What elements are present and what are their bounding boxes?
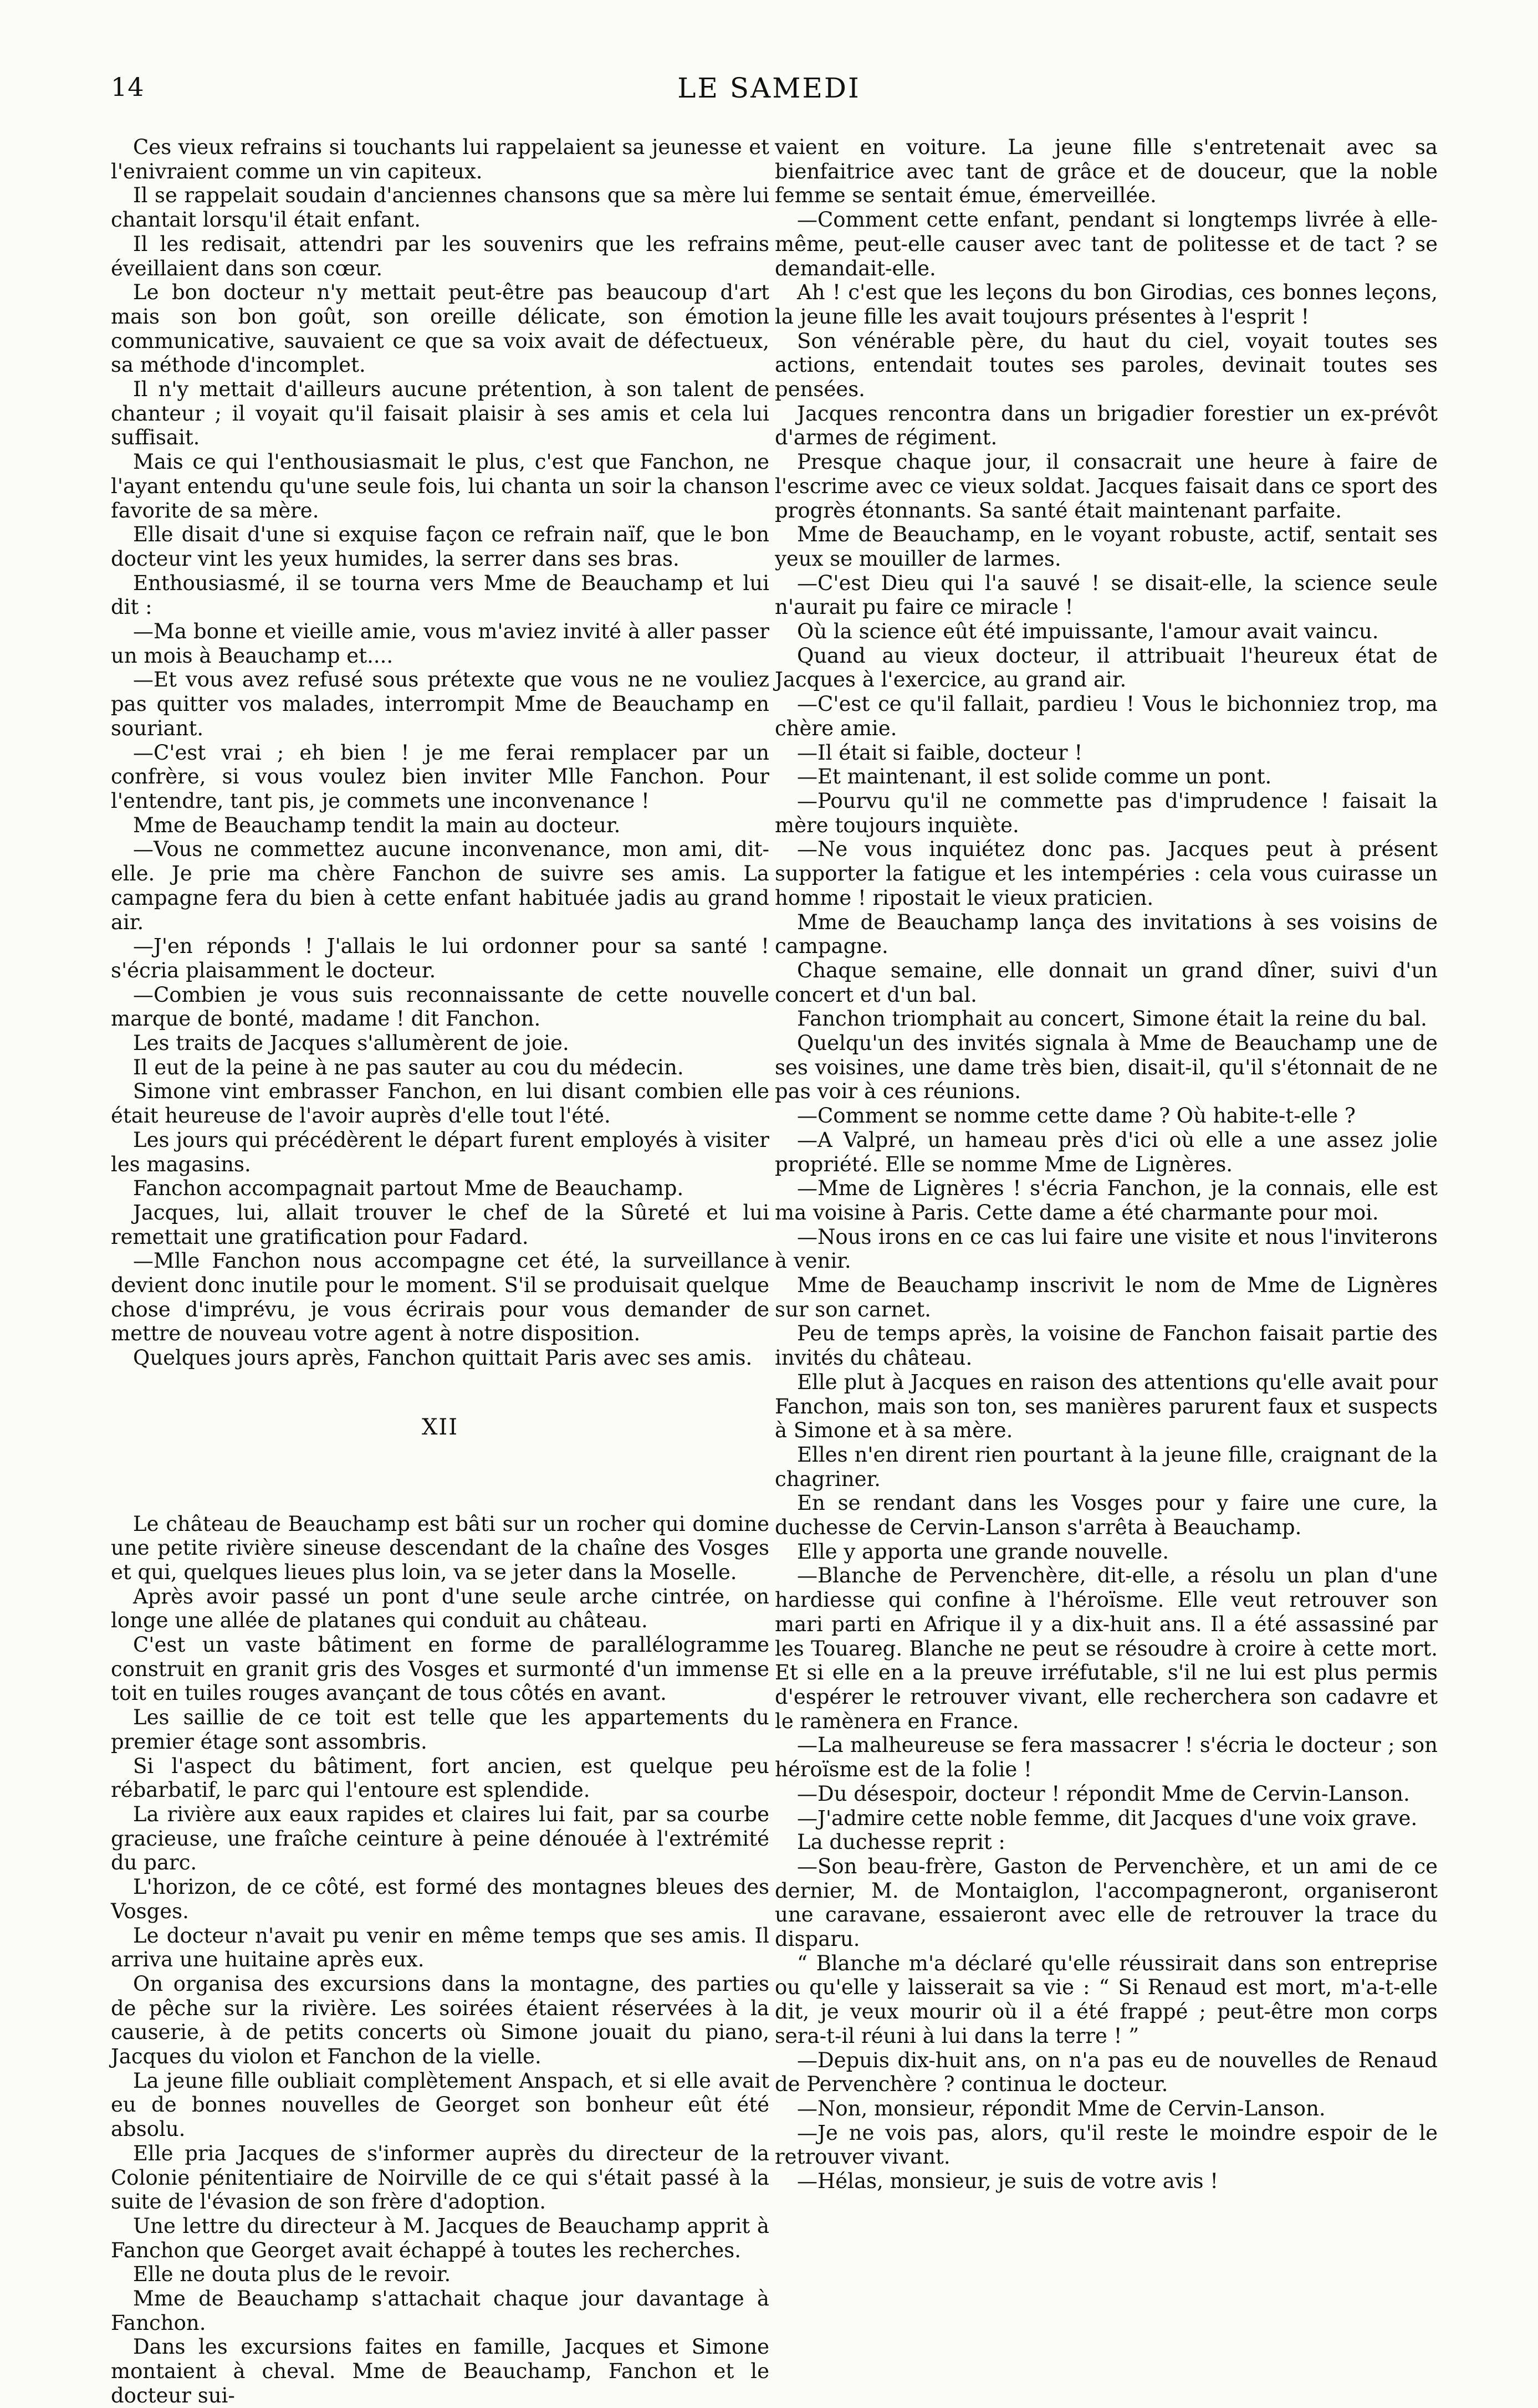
paragraph: —A Valpré, un hameau près d'ici où elle a une assez jolie propriété. Elle se nomme Mme de Lignères. [775,1128,1438,1176]
paragraph: Elle pria Jacques de s'informer auprès du directeur de la Colonie pénitentiaire de Noirville de ce qui s'était passé à la suite de l'évasion de son frère d'adoption. [111,2141,769,2214]
paragraph: —Blanche de Pervenchère, dit-elle, a résolu un plan d'une hardiesse qui confine à l'héroïsme. Elle veut retrouver son mari parti en Afrique il y a dix-huit ans. Il a été assassiné par les Touareg. Blanche ne peut se résoudre à croire à cette mort. Et si elle en a la preuve irréfutable, s'il ne lui est plus permis d'espérer le retrouver vivant, elle recherchera son cadavre et le ramènera en France. [775,1564,1438,1733]
paragraph: —Hélas, monsieur, je suis de votre avis ! [797,2169,1219,2194]
left-column-after [111,1512,769,2408]
paragraph: Il n'y mettait d'ailleurs aucune prétention, à son talent de chanteur ; il voyait qu'il faisait plaisir à ses amis et cela lui suffisait. [111,377,769,450]
paragraph: “ Blanche m'a déclaré qu'elle réussirait dans son entreprise ou qu'elle y laisserait sa vie : “ Si Renaud est mort, m'a-t-elle dit, je veux mourir où il a été frappé ; peut-être mon corps sera-t-il réuni à lui dans la terre ! ” [775,1951,1438,2048]
paragraph: —Vous ne commettez aucune inconvenance, mon ami, dit-elle. Je prie ma chère Fanchon de suivre ses amis. La campagne fera du bien à cette enfant habituée jadis au grand air. [111,837,769,934]
paragraph: L'horizon, de ce côté, est formé des montagnes bleues des Vosges. [111,1875,769,1923]
paragraph: Quelqu'un des invités signala à Mme de Beauchamp une de ses voisines, une dame très bien, disait-il, qu'il s'étonnait de ne pas voir à ces réunions. [775,1031,1438,1104]
paragraph: Enthousiasmé, il se tourna vers Mme de Beauchamp et lui dit : [111,571,769,619]
paragraph: —Je ne vois pas, alors, qu'il reste le moindre espoir de le retrouver vivant. [775,2120,1438,2169]
page-header [111,72,1427,111]
paragraph: —Mlle Fanchon nous accompagne cet été, la surveillance devient donc inutile pour le moment. S'il se produisait quelque chose d'imprévu, je vous écrirais pour vous demander de mettre de nouveau votre agent à notre disposition. [111,1249,769,1346]
paragraph: —Comment cette enfant, pendant si longtemps livrée à elle-même, peut-elle causer avec tant de politesse et de tact ? se demandait-elle. [775,208,1438,280]
paragraph: —Depuis dix-huit ans, on n'a pas eu de nouvelles de Renaud de Pervenchère ? continua le docteur. [775,2048,1438,2097]
paragraph: —Il était si faible, docteur ! [797,740,1083,765]
paragraph: —Et vous avez refusé sous prétexte que vous ne ne vouliez pas quitter vos malades, interrompit Mme de Beauchamp en souriant. [111,668,769,740]
paragraph: Dans les excursions faites en famille, Jacques et Simone montaient à cheval. Mme de Beauchamp, Fanchon et le docteur sui- [111,2335,769,2407]
paragraph: Presque chaque jour, il consacrait une heure à faire de l'escrime avec ce vieux soldat. Jacques faisait dans ce sport des progrès étonnants. Sa santé était maintenant parfaite. [775,450,1438,522]
journal-title: LE SAMEDI [677,72,861,104]
paragraph: Le bon docteur n'y mettait peut-être pas beaucoup d'art mais son bon goût, son oreille délicate, son émotion communicative, sauvaient ce que sa voix avait de défectueux, sa méthode d'incomplet. [111,280,769,377]
paragraph: Fanchon triomphait au concert, Simone était la reine du bal. [797,1007,1427,1031]
paragraph: —Pourvu qu'il ne commette pas d'imprudence ! faisait la mère toujours inquiète. [775,788,1438,837]
paragraph: Quand au vieux docteur, il attribuait l'heureux état de Jacques à l'exercice, au grand air. [775,643,1438,692]
paragraph: Elle plut à Jacques en raison des attentions qu'elle avait pour Fanchon, mais son ton, ses manières parurent faux et suspects à Simone et à sa mère. [775,1370,1438,1443]
paragraph: Où la science eût été impuissante, l'amour avait vaincu. [797,619,1379,644]
paragraph: —J'admire cette noble femme, dit Jacques d'une voix grave. [797,1806,1418,1830]
paragraph: —Non, monsieur, répondit Mme de Cervin-Lanson. [797,2096,1326,2120]
left-column [111,135,769,2408]
paragraph: —J'en réponds ! J'allais le lui ordonner pour sa santé ! s'écria plaisamment le docteur. [111,934,769,982]
left-column-before [111,135,769,1370]
paragraph: Elles n'en dirent rien pourtant à la jeune fille, craignant de la chagriner. [775,1442,1438,1491]
paragraph: —Du désespoir, docteur ! répondit Mme de Cervin-Lanson. [797,1781,1410,1806]
paragraph: Fanchon accompagnait partout Mme de Beauchamp. [133,1176,684,1201]
paragraph: C'est un vaste bâtiment en forme de parallélogramme construit en granit gris des Vosges et surmonté d'un immense toit en tuiles rouges avançant de tous côtés en avant. [111,1633,769,1705]
paragraph: Le château de Beauchamp est bâti sur un rocher qui domine une petite rivière sineuse descendant de la chaîne des Vosges et qui, quelques lieues plus loin, va se jeter dans la Moselle. [111,1512,769,1584]
paragraph: Une lettre du directeur à M. Jacques de Beauchamp apprit à Fanchon que Georget avait échappé à toutes les recherches. [111,2214,769,2262]
paragraph: —Et maintenant, il est solide comme un pont. [797,765,1272,789]
paragraph: Ces vieux refrains si touchants lui rappelaient sa jeunesse et l'enivraient comme un vin capiteux. [111,135,769,183]
paragraph: Mme de Beauchamp inscrivit le nom de Mme de Lignères sur son carnet. [775,1273,1438,1321]
paragraph: Les jours qui précédèrent le départ furent employés à visiter les magasins. [111,1128,769,1176]
paragraph: Peu de temps après, la voisine de Fanchon faisait partie des invités du château. [775,1321,1438,1370]
paragraph: —Ma bonne et vieille amie, vous m'aviez invité à aller passer un mois à Beauchamp et.... [111,619,769,668]
paragraph: La jeune fille oubliait complètement Anspach, et si elle avait eu de bonnes nouvelles de Georget son bonheur eût été absolu. [111,2068,769,2141]
paragraph: —Combien je vous suis reconnaissante de cette nouvelle marque de bonté, madame ! dit Fanchon. [111,982,769,1031]
paragraph: —C'est vrai ; eh bien ! je me ferai remplacer par un confrère, si vous voulez bien inviter Mlle Fanchon. Pour l'entendre, tant pis, je commets une inconvenance ! [111,740,769,813]
paragraph: Mme de Beauchamp tendit la main au docteur. [133,813,621,837]
paragraph: Quelques jours après, Fanchon quittait Paris avec ses amis. [133,1346,753,1370]
paragraph: Les saillie de ce toit est telle que les appartements du premier étage sont assombris. [111,1705,769,1754]
paragraph: Mme de Beauchamp lança des invitations à ses voisins de campagne. [775,910,1438,959]
paragraph: Mme de Beauchamp, en le voyant robuste, actif, sentait ses yeux se mouiller de larmes. [775,522,1438,571]
paragraph: Si l'aspect du bâtiment, fort ancien, est quelque peu rébarbatif, le parc qui l'entoure est splendide. [111,1754,769,1802]
paragraph: —C'est Dieu qui l'a sauvé ! se disait-elle, la science seule n'aurait pu faire ce miracle ! [775,571,1438,619]
paragraph: Elle y apporta une grande nouvelle. [797,1539,1169,1564]
paragraph-continuation: vaient en voiture. La jeune fille s'entretenait avec sa bienfaitrice avec tant de grâce et de douceur, que la noble femme se sentait émue, émerveillée. [775,135,1438,208]
paragraph: Le docteur n'avait pu venir en même temps que ses amis. Il arriva une huitaine après eux. [111,1923,769,1972]
paragraph: —Comment se nomme cette dame ? Où habite-t-elle ? [797,1104,1356,1128]
paragraph: —Nous irons en ce cas lui faire une visite et nous l'inviterons à venir. [775,1225,1438,1273]
paragraph: Chaque semaine, elle donnait un grand dîner, suivi d'un concert et d'un bal. [775,958,1438,1007]
paragraph: Après avoir passé un pont d'une seule arche cintrée, on longe une allée de platanes qui conduit au château. [111,1584,769,1633]
paragraph: La rivière aux eaux rapides et claires lui fait, par sa courbe gracieuse, une fraîche ceinture à peine dénouée à l'extrémité du parc. [111,1802,769,1875]
paragraph: Il eut de la peine à ne pas sauter au cou du médecin. [133,1055,684,1079]
paragraph: Mme de Beauchamp s'attachait chaque jour davantage à Fanchon. [111,2287,769,2335]
paragraph: —La malheureuse se fera massacrer ! s'écria le docteur ; son héroïsme est de la folie ! [775,1733,1438,1782]
page-number: 14 [111,72,145,102]
paragraph: Simone vint embrasser Fanchon, en lui disant combien elle était heureuse de l'avoir auprès d'elle tout l'été. [111,1079,769,1128]
paragraph: Elle ne douta plus de le revoir. [133,2262,451,2287]
paragraph: La duchesse reprit : [797,1830,1005,1854]
paragraph: —C'est ce qu'il fallait, pardieu ! Vous le bichonniez trop, ma chère amie. [775,692,1438,740]
paragraph: En se rendant dans les Vosges pour y faire une cure, la duchesse de Cervin-Lanson s'arrêta à Beauchamp. [775,1491,1438,1540]
paragraph: —Mme de Lignères ! s'écria Fanchon, je la connais, elle est ma voisine à Paris. Cette dame a été charmante pour moi. [775,1176,1438,1225]
paragraph: Ah ! c'est que les leçons du bon Girodias, ces bonnes leçons, la jeune fille les avait toujours présentes à l'esprit ! [775,280,1438,329]
paragraph: Jacques, lui, allait trouver le chef de la Sûreté et lui remettait une gratification pour Fadard. [111,1200,769,1249]
right-column [775,135,1438,2194]
paragraph: Il les redisait, attendri par les souvenirs que les refrains éveillaient dans son cœur. [111,232,769,280]
chapter-heading: XII [421,1414,459,1440]
paragraph: Les traits de Jacques s'allumèrent de joie. [133,1031,569,1056]
paragraph: Jacques rencontra dans un brigadier forestier un ex-prévôt d'armes de régiment. [775,401,1438,450]
paragraph: —Ne vous inquiétez donc pas. Jacques peut à présent supporter la fatigue et les intempéries : cela vous cuirasse un homme ! ripostait le vieux praticien. [775,837,1438,910]
paragraph: On organisa des excursions dans la montagne, des parties de pêche sur la rivière. Les soirées étaient réservées à la causerie, à de petits concerts où Simone jouait du piano, Jacques du violon et Fanchon de la vielle. [111,1971,769,2069]
paragraph: —Son beau-frère, Gaston de Pervenchère, et un ami de ce dernier, M. de Montaiglon, l'accompagneront, organiseront une caravane, essaieront avec elle de retrouver la trace du disparu. [775,1854,1438,1951]
paragraph: Il se rappelait soudain d'anciennes chansons que sa mère lui chantait lorsqu'il était enfant. [111,183,769,232]
paragraph: Elle disait d'une si exquise façon ce refrain naïf, que le bon docteur vint les yeux humides, la serrer dans ses bras. [111,522,769,571]
paragraph: Son vénérable père, du haut du ciel, voyait toutes ses actions, entendait toutes ses paroles, devinait toutes ses pensées. [775,329,1438,402]
paragraph: Mais ce qui l'enthousiasmait le plus, c'est que Fanchon, ne l'ayant entendu qu'une seule fois, lui chanta un soir la chanson favorite de sa mère. [111,450,769,522]
